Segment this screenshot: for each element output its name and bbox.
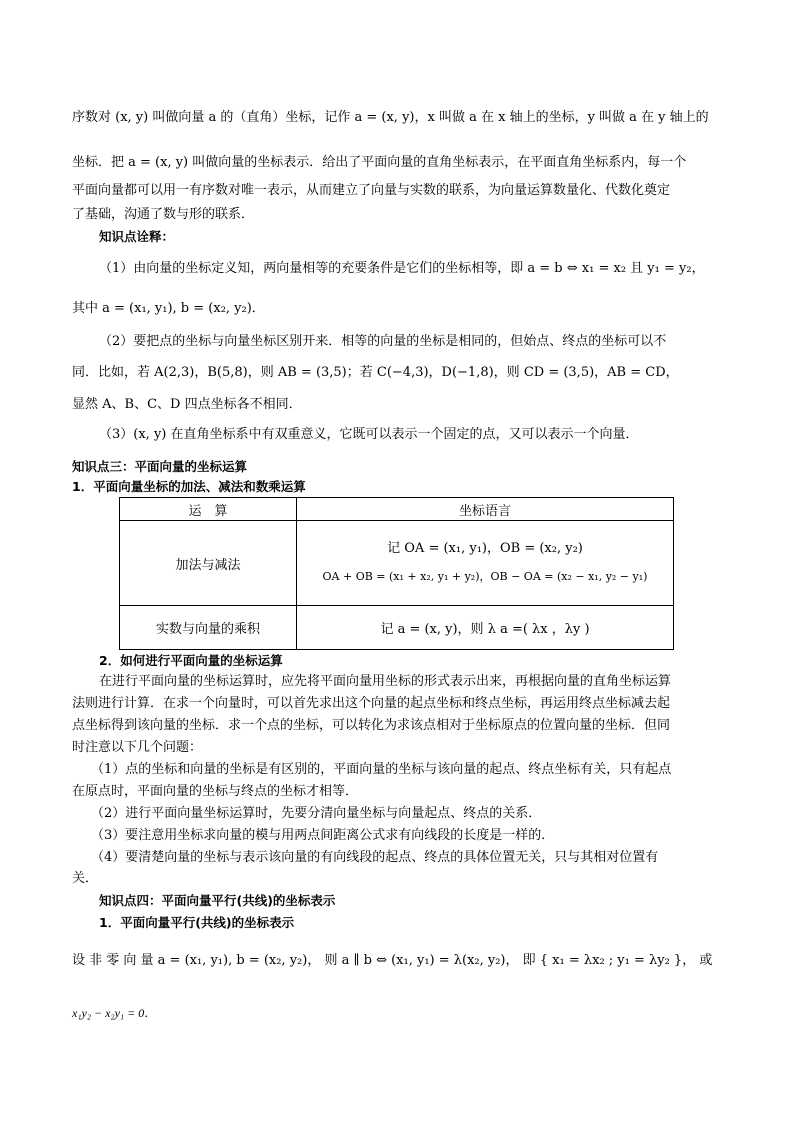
point1-line2: 在原点时，平面向量的坐标与终点的坐标才相等． bbox=[72, 784, 359, 799]
point1-line1: （1）点的坐标和向量的坐标是有区别的，平面向量的坐标与该向量的起点、终点坐标有关，只有起点 bbox=[91, 762, 672, 777]
note1-line1: （1）由向量的坐标定义知，两向量相等的充要条件是它们的坐标相等，即 a = b ⇔ x₁ = x₂ 且 y₁ = y₂， bbox=[99, 261, 705, 276]
table-row-add-subtract bbox=[120, 521, 674, 606]
section3-sub1: 1．平面向量坐标的加法、减法和数乘运算 bbox=[72, 479, 306, 494]
note2-line2: 同．比如，若 A(2,3)，B(5,8)，则 AB = (3,5)；若 C(−4,3)，D(−1,8)，则 CD = (3,5)，AB = CD， bbox=[72, 365, 679, 380]
table-row2-label: 实数与向量的乘积 bbox=[120, 606, 297, 650]
table-header-row bbox=[120, 498, 674, 521]
section3-body-line2: 法则进行计算．在求一个向量时，可以首先求出这个向量的起点坐标和终点坐标，再运用终点坐标减去起 bbox=[72, 696, 671, 711]
note2-line3: 显然 A、B、C、D 四点坐标各不相同． bbox=[72, 397, 302, 412]
section3-title: 知识点三：平面向量的坐标运算 bbox=[72, 459, 248, 474]
section3-body-line4: 时注意以下几个问题： bbox=[72, 740, 203, 755]
table-row2-formula: 记 a = (x, y)，则 λ a =( λx ，λy ) bbox=[297, 606, 674, 650]
table-row1-content bbox=[297, 521, 674, 606]
table-header-coord-language: 坐标语言 bbox=[297, 498, 674, 521]
section3-body-line1: 在进行平面向量的坐标运算时，应先将平面向量用坐标的形式表示出来，再根据向量的直角坐标运算 bbox=[99, 674, 672, 689]
note1-line2: 其中 a = (x₁, y₁), b = (x₂, y₂)． bbox=[72, 301, 265, 316]
table-row1-line1: 记 OA = (x₁, y₁)，OB = (x₂, y₂) bbox=[387, 541, 583, 556]
point3: （3）要注意用坐标求向量的模与用两点间距离公式求有向线段的长度是一样的． bbox=[91, 828, 555, 843]
para1-line3: 平面向量都可以用一有序数对唯一表示，从而建立了向量与实数的联系，为向量运算数量化、代数化奠定 bbox=[72, 183, 671, 198]
table-row1-label: 加法与减法 bbox=[120, 521, 297, 606]
section3-body-line3: 点坐标得到该向量的坐标．求一个点的坐标，可以转化为求该点相对于坐标原点的位置向量的坐标．但同 bbox=[72, 718, 671, 733]
table-header-operation: 运 算 bbox=[120, 498, 297, 521]
explain-heading: 知识点诠释： bbox=[99, 229, 175, 244]
point4-line2: 关． bbox=[72, 871, 99, 886]
table-row-scalar-multiply bbox=[120, 606, 674, 650]
section4-title: 知识点四：平面向量平行(共线)的坐标表示 bbox=[99, 893, 336, 908]
point2: （2）进行平面向量坐标运算时，先要分清向量坐标与向量起点、终点的关系． bbox=[91, 806, 542, 821]
section4-line2: x₁y₂ − x₂y₁ = 0． bbox=[72, 1006, 157, 1020]
para1-line4: 了基础，沟通了数与形的联系． bbox=[72, 207, 255, 222]
section4-line1: 设 非 零 向 量 a = (x₁, y₁), b = (x₂, y₂)， 则 a ∥ b ⇔ (x₁, y₁) = λ(x₂, y₂)， 即 { x₁ = λx₂ ; y₁ = λy₂ }， 或 bbox=[72, 953, 713, 968]
note3: （3）(x, y) 在直角坐标系中有双重意义，它既可以表示一个固定的点，又可以表示一个向量． bbox=[99, 427, 639, 442]
table-row1-line2: OA + OB = (x₁ + x₂, y₁ + y₂)，OB − OA = (x₂ − x₁, y₂ − y₁) bbox=[322, 570, 648, 583]
para1-line2: 坐标．把 a = (x, y) 叫做向量的坐标表示．给出了平面向量的直角坐标表示，在平面直角坐标系内，每一个 bbox=[72, 155, 687, 170]
point4-line1: （4）要清楚向量的坐标与表示该向量的有向线段的起点、终点的具体位置无关，只与其相对位置有 bbox=[91, 850, 659, 865]
coordinate-operations-table bbox=[119, 497, 674, 650]
section3-sub2: 2．如何进行平面向量的坐标运算 bbox=[99, 653, 283, 668]
section4-sub1: 1．平面向量平行(共线)的坐标表示 bbox=[99, 915, 295, 930]
para1-line1: 序数对 (x, y) 叫做向量 a 的（直角）坐标，记作 a = (x, y)，x 叫做 a 在 x 轴上的坐标，y 叫做 a 在 y 轴上的 bbox=[72, 110, 709, 125]
note2-line1: （2）要把点的坐标与向量坐标区别开来．相等的向量的坐标是相同的，但始点、终点的坐标可以不 bbox=[99, 334, 667, 349]
